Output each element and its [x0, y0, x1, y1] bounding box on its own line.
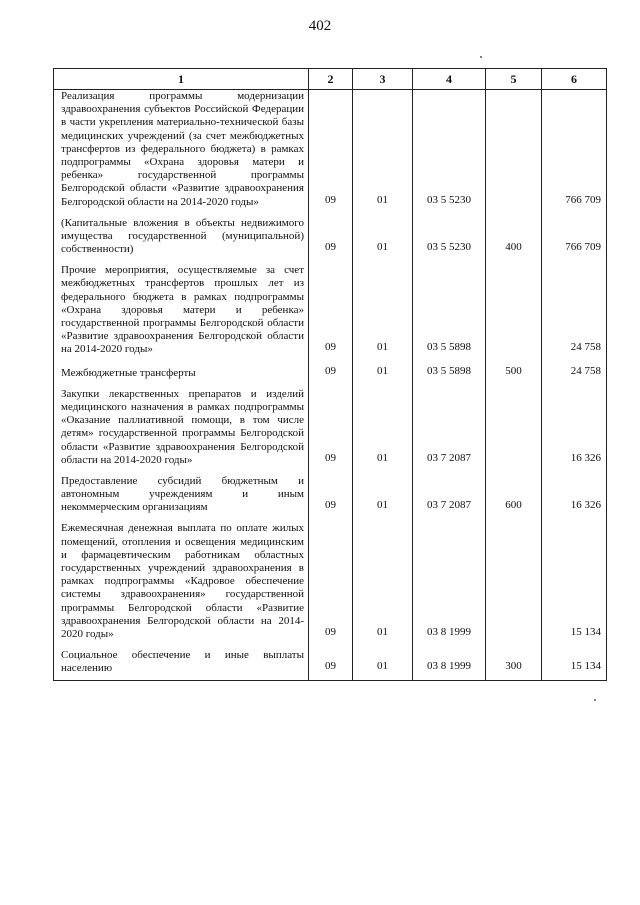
row-expense-type [486, 522, 542, 641]
row-target-article: 03 7 2087 [413, 388, 486, 467]
row-target-article: 03 8 1999 [413, 649, 486, 675]
row-amount: 766 709 [542, 217, 607, 257]
row-expense-type: 400 [486, 217, 542, 257]
table-row [54, 217, 607, 257]
row-expense-type: 500 [486, 365, 542, 380]
row-description: Прочие мероприятия, осуществляемые за счет межбюджетных трансфертов прошлых лет из федерального бюджета в рамках подпрограммы «Охрана здоровья матери и ребенка» государственной программы Белгородской области «Развитие здравоохранения Белгородской области на 2014-2020 годы» [54, 264, 309, 356]
row-subsection: 01 [353, 522, 413, 641]
scan-speck [594, 699, 596, 701]
row-description: Социальное обеспечение и иные выплаты населению [54, 649, 309, 675]
row-target-article: 03 5 5898 [413, 365, 486, 380]
row-target-article: 03 5 5230 [413, 217, 486, 257]
row-subsection: 01 [353, 388, 413, 467]
row-description: (Капитальные вложения в объекты недвижимого имущества государственной (муниципальной) собственности) [54, 217, 309, 257]
table-row [54, 649, 607, 675]
row-amount: 16 326 [542, 388, 607, 467]
row-amount: 24 758 [542, 264, 607, 356]
row-amount: 15 134 [542, 522, 607, 641]
row-section: 09 [309, 522, 353, 641]
row-amount: 16 326 [542, 475, 607, 515]
row-subsection: 01 [353, 90, 413, 209]
scan-speck [480, 56, 482, 58]
row-subsection: 01 [353, 649, 413, 675]
row-amount: 766 709 [542, 90, 607, 209]
row-target-article: 03 7 2087 [413, 475, 486, 515]
table-row [54, 522, 607, 641]
budget-table [53, 68, 607, 681]
row-description: Реализация программы модернизации здравоохранения субъектов Российской Федерации в части укрепления материально-технической базы медицинских учреждений (за счет межбюджетных трансфертов из федерального бюджета) в рамках подпрограммы «Охрана здоровья матери и ребенка» государственной программы Белгородской области «Развитие здравоохранения Белгородской области на 2014-2020 годы» [54, 90, 309, 209]
column-header: 4 [413, 69, 486, 90]
row-expense-type: 600 [486, 475, 542, 515]
row-subsection: 01 [353, 365, 413, 380]
row-description: Межбюджетные трансферты [54, 365, 309, 380]
row-target-article: 03 8 1999 [413, 522, 486, 641]
page-number: 402 [308, 18, 332, 34]
row-description: Закупки лекарственных препаратов и изделий медицинского назначения в рамках подпрограммы «Оказание паллиативной помощи, в том числе детям» государственной программы Белгородской области «Развитие здравоохранения Белгородской области на 2014-2020 годы» [54, 388, 309, 467]
row-subsection: 01 [353, 217, 413, 257]
row-expense-type [486, 90, 542, 209]
row-subsection: 01 [353, 264, 413, 356]
row-section: 09 [309, 90, 353, 209]
column-header: 1 [54, 69, 309, 90]
row-section: 09 [309, 365, 353, 380]
row-section: 09 [309, 649, 353, 675]
column-header: 5 [486, 69, 542, 90]
row-target-article: 03 5 5230 [413, 90, 486, 209]
column-header: 2 [309, 69, 353, 90]
column-header: 3 [353, 69, 413, 90]
row-section: 09 [309, 475, 353, 515]
table-row [54, 90, 607, 209]
row-description: Ежемесячная денежная выплата по оплате жилых помещений, отопления и освещения медицинским и фармацевтическим работникам областных государственных учреждений здравоохранения в рамках подпрограммы «Кадровое обеспечение системы здравоохранения» государственной программы Белгородской области «Развитие здравоохранения Белгородской области на 2014-2020 годы» [54, 522, 309, 641]
row-expense-type [486, 264, 542, 356]
row-description: Предоставление субсидий бюджетным и автономным учреждениям и иным некоммерческим организациям [54, 475, 309, 515]
table-header-row [54, 69, 607, 90]
row-section: 09 [309, 264, 353, 356]
table-row [54, 475, 607, 515]
table-row [54, 365, 607, 380]
column-header: 6 [542, 69, 607, 90]
row-expense-type [486, 388, 542, 467]
table-row [54, 264, 607, 356]
row-section: 09 [309, 388, 353, 467]
row-amount: 15 134 [542, 649, 607, 675]
row-expense-type: 300 [486, 649, 542, 675]
row-target-article: 03 5 5898 [413, 264, 486, 356]
row-amount: 24 758 [542, 365, 607, 380]
table-row [54, 388, 607, 467]
row-section: 09 [309, 217, 353, 257]
row-subsection: 01 [353, 475, 413, 515]
